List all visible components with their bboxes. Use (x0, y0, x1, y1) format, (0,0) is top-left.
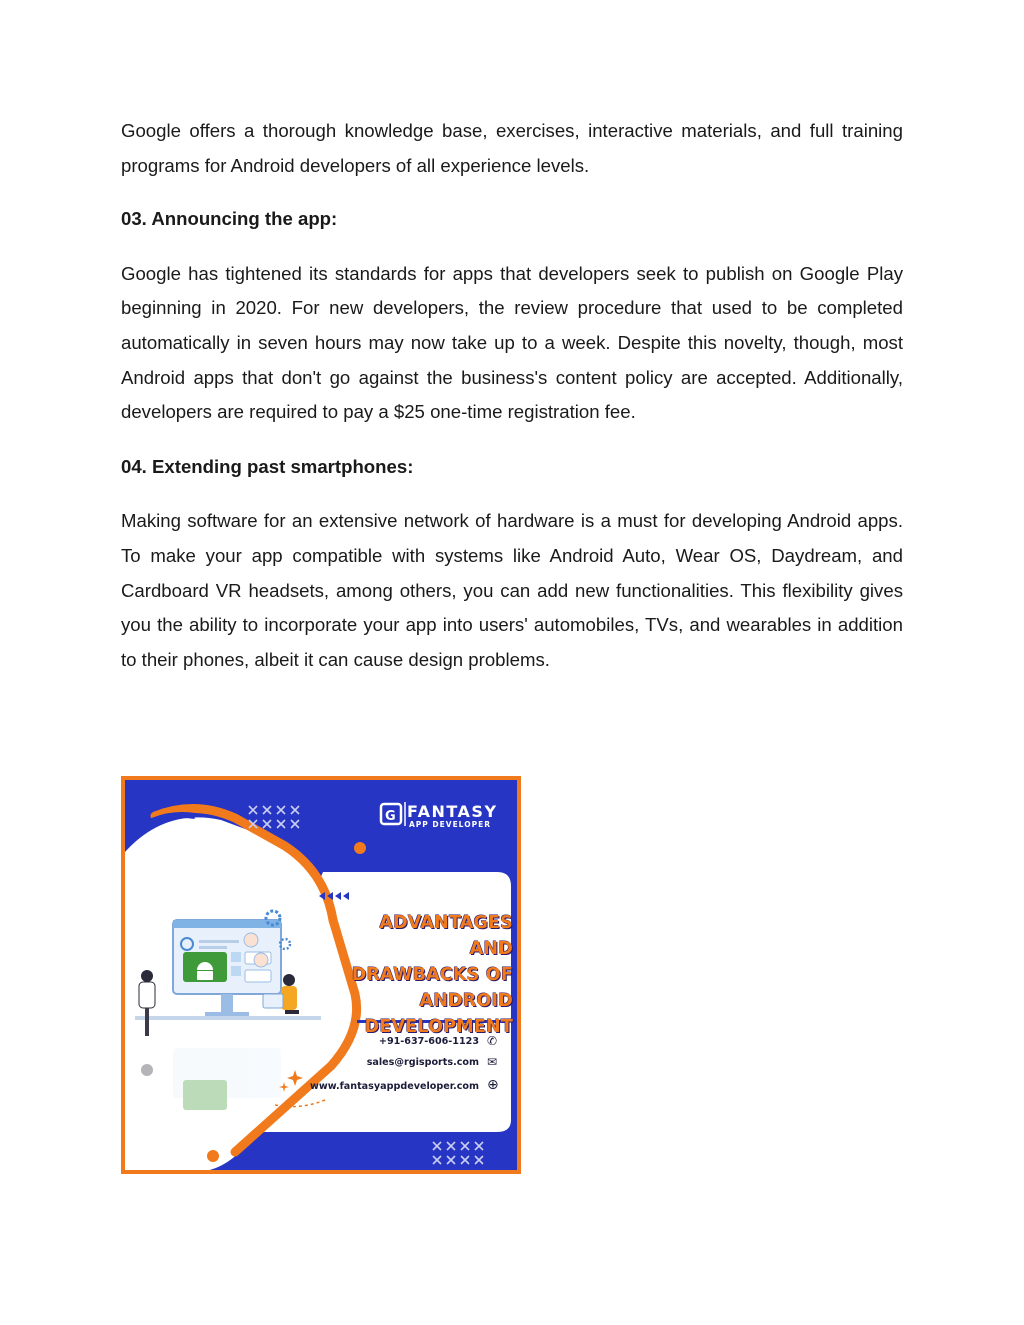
mail-icon: ✉ (487, 1055, 498, 1069)
svg-text:G: G (385, 809, 396, 824)
headline-line: ADVANTAGES AND (379, 913, 513, 959)
headline-line: DEVELOPMENT (364, 1017, 513, 1037)
brand-tagline: APP DEVELOPER (409, 820, 491, 829)
paragraph: Google offers a thorough knowledge base, exercises, interactive materials, and full training programs for Android developers of all experience levels. (121, 120, 903, 176)
globe-icon: ⊕ (487, 1077, 499, 1093)
promo-headline (335, 910, 513, 1040)
document-body (121, 114, 903, 677)
brand-name: FANTASY (407, 802, 498, 821)
pattern-top (249, 806, 299, 828)
contact-phone: +91-637-606-1123 (378, 1036, 479, 1047)
headline-line: DRAWBACKS OF (351, 965, 513, 985)
section-heading: 03. Announcing the app: (121, 208, 338, 230)
paragraph: Making software for an extensive network of hardware is a must for developing Android apps. To make your app compatible with systems like Android Auto, Wear OS, Daydream, and Cardboard VR headsets, among others, you can add new functionalities. This flexibility gives you the ability to incorporate your app into users' automobiles, TVs, and wearables in addition to their phones, albeit it can cause design problems. (121, 510, 903, 670)
phone-icon: ✆ (487, 1034, 498, 1048)
contact-email: sales@rgisports.com (366, 1057, 479, 1068)
pattern-bottom (433, 1142, 483, 1164)
android-icon (197, 962, 213, 980)
headline-line: ANDROID (419, 991, 513, 1011)
contact-website: www.fantasyappdeveloper.com (310, 1081, 479, 1092)
section-heading: 04. Extending past smartphones: (121, 455, 414, 477)
paragraph: Google has tightened its standards for apps that developers seek to publish on Google Play beginning in 2020. For new developers, the review procedure that used to be completed automatically in seven hours may now take up to a week. Despite this novelty, though, most Android apps that don't go against the business's content policy are accepted. Additionally, developers are required to pay a $25 one-time registration fee. (121, 262, 903, 423)
promo-image (121, 776, 521, 1174)
promo-canvas (125, 780, 517, 1170)
